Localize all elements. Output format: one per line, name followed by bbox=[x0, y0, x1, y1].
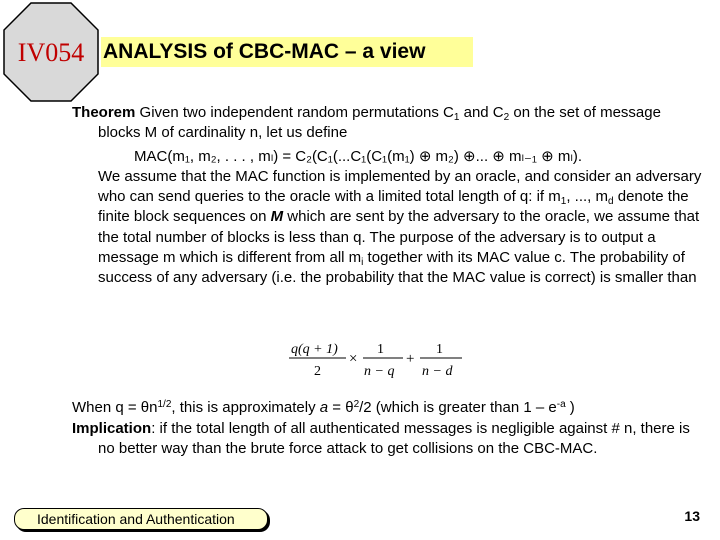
course-code: IV054 bbox=[17, 38, 85, 67]
course-badge bbox=[3, 2, 99, 102]
svg-text:×: × bbox=[349, 351, 358, 367]
svg-text:q(q + 1): q(q + 1) bbox=[291, 342, 338, 357]
adversary-paragraph: We assume that the MAC function is implemented by an oracle, and consider an adversary who can send queries to the oracle with a limited total length of q: if $m_1$, ..., $m_d$ denote the finite block sequences on M which are sent by the adversary to the oracle, we assume that the total number of blocks is less than q. The purpose of the adversary is to output a message m which is different from all $m_i$ together with its MAC value c. The probability of success of any adversary (i.e. the probability that the MAC value is correct) is smaller than bbox=[98, 167, 702, 287]
implication-paragraph: Implication: if the total length of all authenticated messages is negligible against # n, there is no better way than the brute force attack to get collisions on the CBC-MAC. bbox=[72, 419, 690, 457]
theorem-label: Theorem bbox=[72, 104, 136, 121]
slide-body bbox=[72, 103, 704, 289]
svg-text:1: 1 bbox=[377, 342, 384, 357]
svg-text:2: 2 bbox=[314, 364, 321, 379]
theorem-paragraph: Theorem Given two independent random permutations $C_1$ and $C_2$ on the set of message blocks M of cardinality n, let us define bbox=[72, 104, 661, 142]
svg-text:+: + bbox=[406, 351, 415, 367]
svg-text:n − q: n − q bbox=[364, 364, 395, 379]
footer-text: Identification and Authentication bbox=[37, 511, 235, 527]
footer-banner bbox=[14, 508, 268, 530]
conclusion-block bbox=[72, 398, 704, 460]
mac-definition: MAC(m₁, m₂, . . . , mₗ) = C₂(C₁(...C₁(C₁(m₁) ⊕ m₂) ⊕... ⊕ mₗ₋₁ ⊕ mₗ). bbox=[134, 147, 583, 165]
approximation-line: When $q = \theta n^{1/2}$, this is approximately $a = \theta^2/2$ (which is greater than $1 - e^{-a}$ ) bbox=[72, 399, 575, 416]
probability-bound-formula bbox=[286, 333, 466, 383]
svg-text:n − d: n − d bbox=[422, 364, 453, 379]
implication-label: Implication bbox=[72, 419, 152, 437]
page-number: 13 bbox=[684, 508, 700, 524]
slide-title: ANALYSIS of CBC-MAC – a view bbox=[101, 37, 473, 67]
svg-text:1: 1 bbox=[436, 342, 443, 357]
